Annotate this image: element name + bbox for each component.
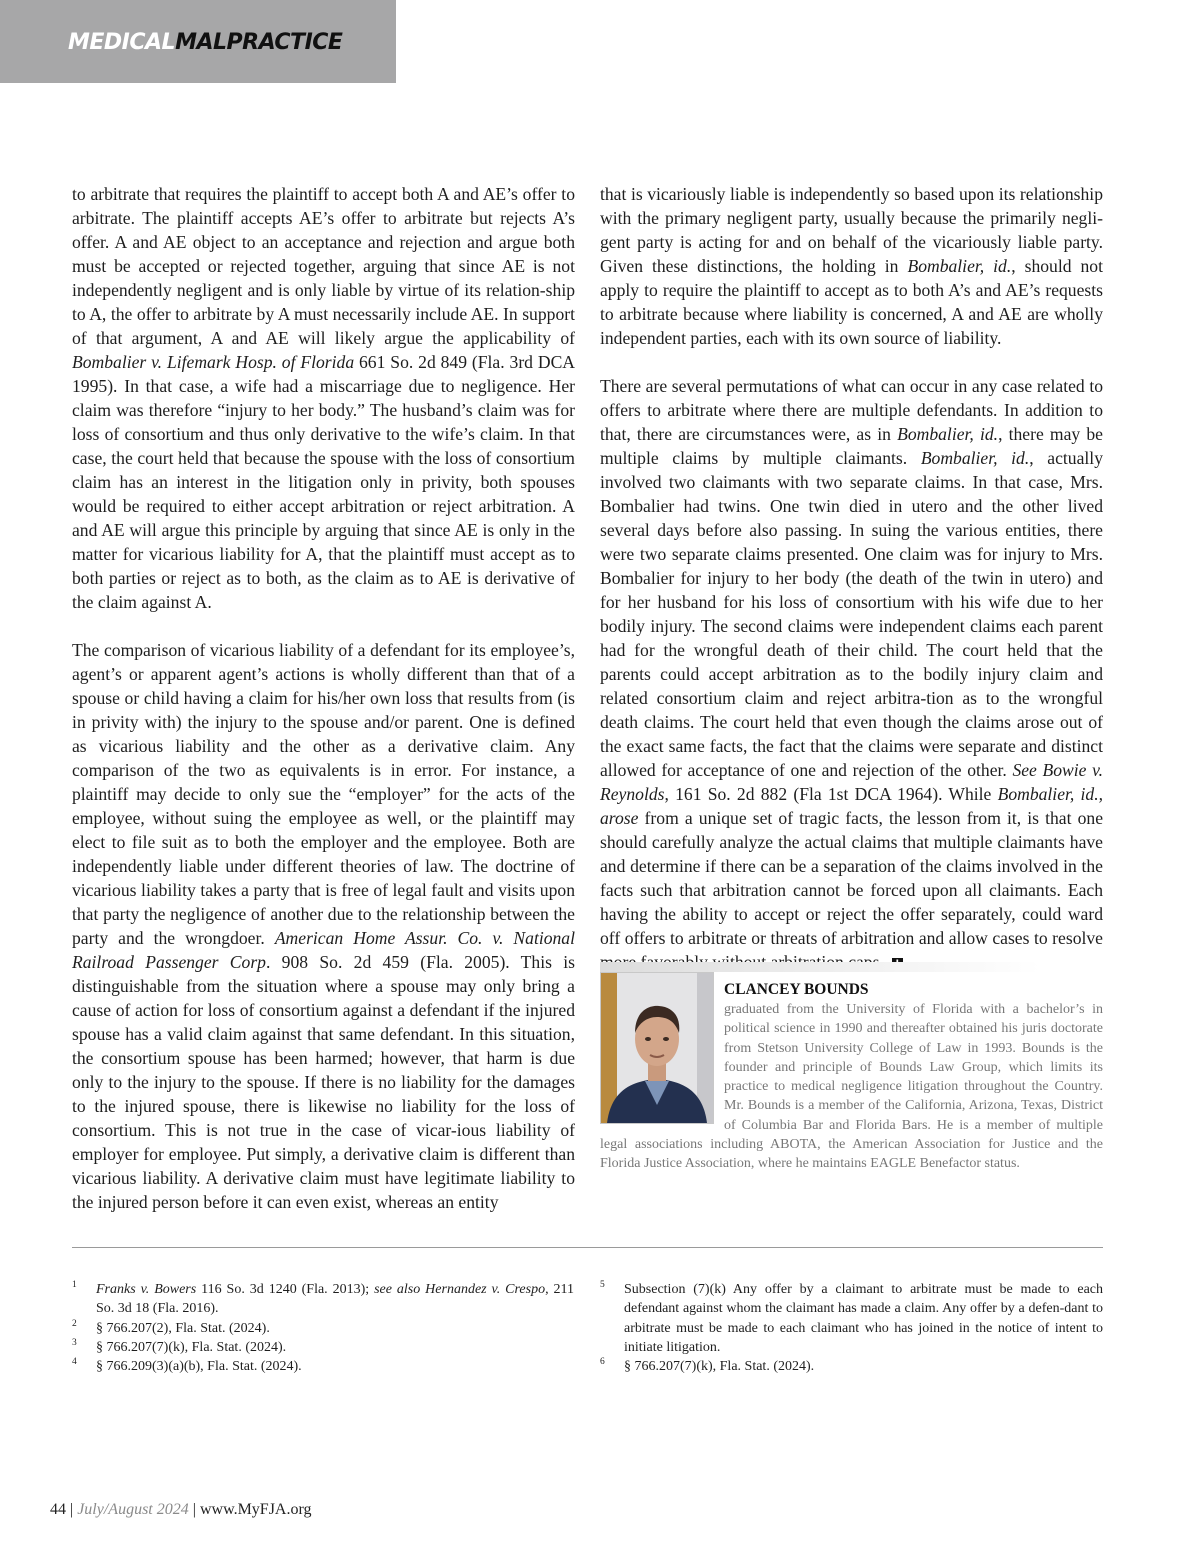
text-run: , there may be multiple claims by multiple claimants. xyxy=(600,424,1103,468)
author-description: graduated from the University of Florida with a bachelor’s in political science in 1990 and thereafter obtained his juris doctorate from Stetson University College of Law in 1993. Bounds is the founder and principle of Bounds Law Group, which limits its practice to medical negligence litigation throughout the Country. Mr. Bounds is a member of the California, Arizona, Texas, District of Columbia Bar and Florida Bars. He is a member of multiple legal associations including ABOTA, the American Association for Justice and the Florida Justice Association, where he maintains EAGLE Benefactor status. xyxy=(600,1002,1103,1172)
text-run: to arbitrate that requires the plaintiff to accept both A and AE’s offer to arbitrate. The plaintiff accepts AE’s offer to arbitrate but rejects A’s offer. A and AE object to an acceptance and rejection and argue both must be accepted or rejected together, arguing that since AE is not independently negligent and is only liable by virtue of its relation-ship to A, the offer to arbitrate by A must necessarily include AE. In support of that argument, A and AE will likely argue the applicability of xyxy=(72,184,575,348)
footer-separator: | xyxy=(188,1501,200,1518)
issue-date: July/August 2024 xyxy=(77,1501,189,1518)
footnotes-right xyxy=(600,1280,1103,1376)
text-run: The comparison of vicarious liability of a defendant for its employee’s, agent’s or apparent agent’s actions is wholly different than that of a spouse or child having a claim for his/her own loss that results from (is in privity with) the injury to the spouse and/or parent. One is defined as vicarious liability and the other as a derivative claim. Any comparison of the two as equivalents is in error. For instance, a plaintiff may decide to only sue the “employer” for the acts of the employee, without suing the employee as well, or the plaintiff may elect to file suit as to both the employer and the employee. Both are independently liable under different theories of law. The doctrine of vicarious liability takes a party that is free of legal fault and visits upon that party the negligence of another due to the relationship between the party and the wrongdoer. xyxy=(72,640,575,948)
page-number: 44 xyxy=(50,1501,66,1518)
section-title xyxy=(68,30,342,55)
text-run: Subsection (7)(k) Any offer by a claimant to arbitrate must be made to each defendant against whom the claimant has made a claim. Any offer by a defen-dant to arbitrate must be made to each claimant who has joined in the notice of intent to initiate litigation. xyxy=(624,1282,1103,1355)
text-run: , actually involved two claimants with two separate claims. In that case, Mrs. Bombalier had twins. One twin died in utero and the other lived several days before also passing. In suing the various entities, there were two separate claims presented. One claim was for injury to Mrs. Bombalier for injury to her body (the death of the twin in utero) and for her husband for his loss of consortium with his wife due to her bodily injury. The second claims were independent claims each parent had for the wrongful death of their child. The court held that the parents could accept arbitration as to the bodily injury claim and related consortium claim and reject arbitra-tion as to the wrongful death claims. The court held that even though the claims arose out of the exact same facts, the fact that the claims were separate and distinct allowed for acceptance of one and rejection of the other. xyxy=(600,448,1103,780)
footnote-number: 6 xyxy=(600,1357,605,1368)
footnote-1 xyxy=(72,1280,574,1319)
case-citation: Franks v. Bowers xyxy=(96,1282,197,1297)
footnote-4 xyxy=(72,1357,574,1376)
text-run: § 766.207(2), Fla. Stat. (2024). xyxy=(96,1320,270,1336)
left-column xyxy=(72,182,575,1214)
text-run: that is vicariously liable is independently so based upon its relationship with the primary negligent party, usually because the primarily negli-gent party is acting for and on behalf of the vicariously liable party. Given these distinctions, the holding in xyxy=(600,184,1103,276)
case-citation: Bombalier, id. xyxy=(907,256,1012,276)
author-bio xyxy=(600,962,1103,1172)
right-paragraph-2 xyxy=(600,374,1103,974)
case-citation: Bombalier v. Lifemark Hosp. of Florida xyxy=(72,352,355,372)
footnote-6 xyxy=(600,1357,1103,1376)
section-title-part2: MALPRACTICE xyxy=(175,30,343,55)
author-name: CLANCEY BOUNDS xyxy=(724,981,869,998)
section-header xyxy=(0,0,396,83)
text-run: , should not apply to require the plaintiff to accept as to both A’s and AE’s requests to arbitrate because where liability is concerned, A and AE are wholly independent parties, each with its own source of liability. xyxy=(600,256,1103,348)
footnotes-left xyxy=(72,1280,574,1376)
case-citation: American Home Assur. Co. v. National Railroad Passenger Corp xyxy=(72,928,575,972)
right-column xyxy=(600,182,1103,974)
bio-accent-bar xyxy=(600,962,1040,972)
case-citation: Bombalier, id. xyxy=(897,424,999,444)
footnote-number: 1 xyxy=(72,1280,77,1290)
right-paragraph-1 xyxy=(600,182,1103,350)
footnote-number: 3 xyxy=(72,1337,77,1348)
footnote-number: 5 xyxy=(600,1280,605,1290)
left-paragraph-1 xyxy=(72,182,575,614)
text-run: 661 So. 2d 849 (Fla. 3rd DCA 1995). In that case, a wife had a miscarriage due to negligence. Her claim was therefore “injury to her body.” The husband’s claim was for loss of consortium and thus only derivative to the wife’s claim. In that case, the court held that because the spouse with the loss of consortium claim has an interest in the litigation only in privity, both spouses would be required to either accept arbitration or reject arbitration. A and AE will argue this principle by arguing that since AE is only in the matter for vicarious liability for A, that the plaintiff must accept as to both parties or reject as to both, as the claim as to AE is derivative of the claim against A. xyxy=(72,352,576,612)
page-footer xyxy=(50,1500,312,1520)
case-citation: See Bowie v. Reynolds xyxy=(600,760,1103,804)
section-title-part1: MEDICAL xyxy=(68,30,176,55)
text-run: , 211 So. 3d 18 (Fla. 2016). xyxy=(96,1282,574,1317)
text-run: . 908 So. 2d 459 (Fla. 2005). This is distinguishable from the situation where a spouse may only bring a cause of action for loss of consortium against a defendant if the injured spouse has a valid claim against that same defendant. In this situation, the consortium spouse has been harmed; however, that harm is due only to the injury to the spouse. If there is no liability for the damages to the injured spouse, there is likewise no liability for the loss of consortium. This is not true in the case of vicar-ious liability of employer for employee. Put simply, a derivative claim is different than vicarious liability. A derivative claim must have legitimate liability to the injured person before it can even exist, whereas an entity xyxy=(72,952,575,1212)
text-run: § 766.207(7)(k), Fla. Stat. (2024). xyxy=(96,1339,287,1355)
case-citation: Bombalier, id. xyxy=(920,448,1030,468)
text-run: § 766.209(3)(a)(b), Fla. Stat. (2024). xyxy=(96,1359,302,1375)
footnote-divider xyxy=(72,1247,1103,1248)
text-run: 116 So. 3d 1240 (Fla. 2013); xyxy=(196,1282,375,1297)
footnote-2 xyxy=(72,1319,574,1338)
text-run: from a unique set of tragic facts, the lesson from it, is that one should carefully analyze the actual claims that multiple claimants have and determine if there can be a separation of the claims involved in the facts such that arbitration cannot be forced upon all claimants. Each having the ability to accept or reject the offer separately, could ward off offers to arbitrate or threats of arbitration and allow cases to resolve xyxy=(600,808,1103,948)
left-paragraph-2 xyxy=(72,638,575,1214)
bio-text xyxy=(600,980,1103,1174)
photo-wrap-spacer xyxy=(600,980,724,1131)
website-link[interactable]: www.MyFJA.org xyxy=(199,1501,312,1518)
footer-separator: | xyxy=(66,1501,78,1518)
text-run: § 766.207(7)(k), Fla. Stat. (2024). xyxy=(624,1359,815,1375)
case-citation: see also Hernandez v. Crespo xyxy=(374,1282,546,1297)
footnote-number: 2 xyxy=(72,1318,77,1329)
text-run: , 161 So. 2d 882 (Fla 1st DCA 1964). While xyxy=(664,784,998,804)
footnote-5 xyxy=(600,1280,1103,1357)
footnote-number: 4 xyxy=(72,1357,77,1368)
footnote-3 xyxy=(72,1338,574,1357)
text-run: There are several permutations of what can occur in any case related to offers to arbitrate where there are multiple defendants. In addition to that, there are circumstances were, as in xyxy=(600,376,1103,444)
case-citation: Bombalier, id., arose xyxy=(600,784,1103,828)
